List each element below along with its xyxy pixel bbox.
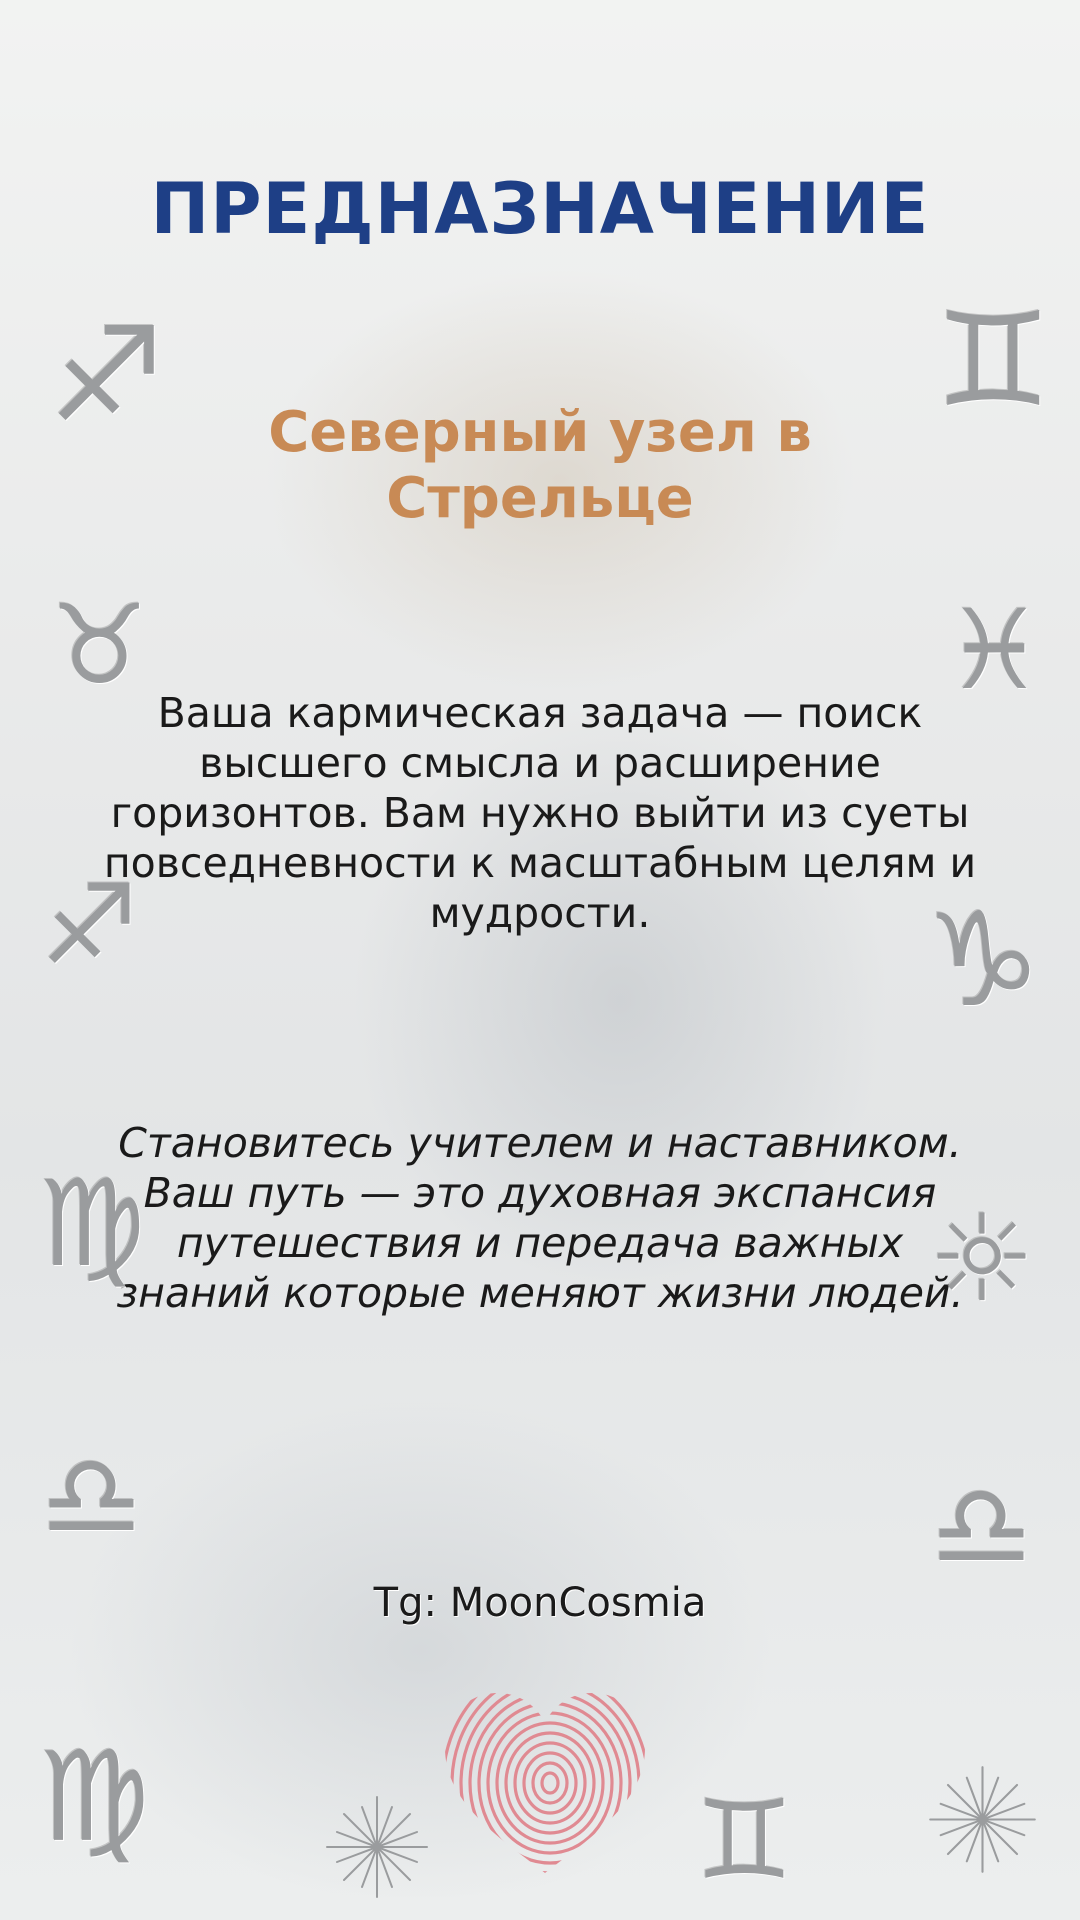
sun-icon: ☼ bbox=[928, 1190, 1036, 1329]
gemini-icon: ♊ bbox=[935, 284, 1052, 436]
body-text: Ваша кармическая задача — поиск высшего смысла и расширение горизонтов. Вам нужно выйти из суеты повседневности к масштабным целям и мудрости. bbox=[103, 689, 977, 937]
sparkle-star-icon bbox=[925, 1762, 1040, 1877]
libra-icon: ♎ bbox=[930, 1460, 1034, 1594]
sagittarius-icon: ♐ bbox=[40, 861, 139, 989]
sagittarius-icon: ♐ bbox=[48, 299, 165, 451]
virgo-icon: ♍ bbox=[38, 1155, 146, 1294]
page-title: ПРЕДНАЗНАЧЕНИЕ bbox=[150, 168, 930, 250]
capricorn-icon: ♑ bbox=[925, 884, 1042, 1036]
gemini-icon: ♊ bbox=[695, 1776, 794, 1904]
virgo-icon: ♍ bbox=[38, 1725, 151, 1870]
libra-icon: ♎ bbox=[40, 1430, 144, 1564]
quote-text: Становитесь учителем и наставником. Ваш путь — это духовная экспансия путешествия и передача важных знаний которые меняют жизни людей. bbox=[116, 1119, 964, 1317]
pisces-icon: ♓ bbox=[945, 586, 1044, 714]
taurus-icon: ♉ bbox=[50, 581, 149, 709]
sparkle-star-icon bbox=[322, 1792, 432, 1902]
telegram-handle: Tg: MoonCosmia bbox=[373, 1580, 707, 1626]
subtitle: Северный узел в Стрельце bbox=[268, 400, 812, 531]
fingerprint-heart-icon bbox=[440, 1688, 650, 1878]
